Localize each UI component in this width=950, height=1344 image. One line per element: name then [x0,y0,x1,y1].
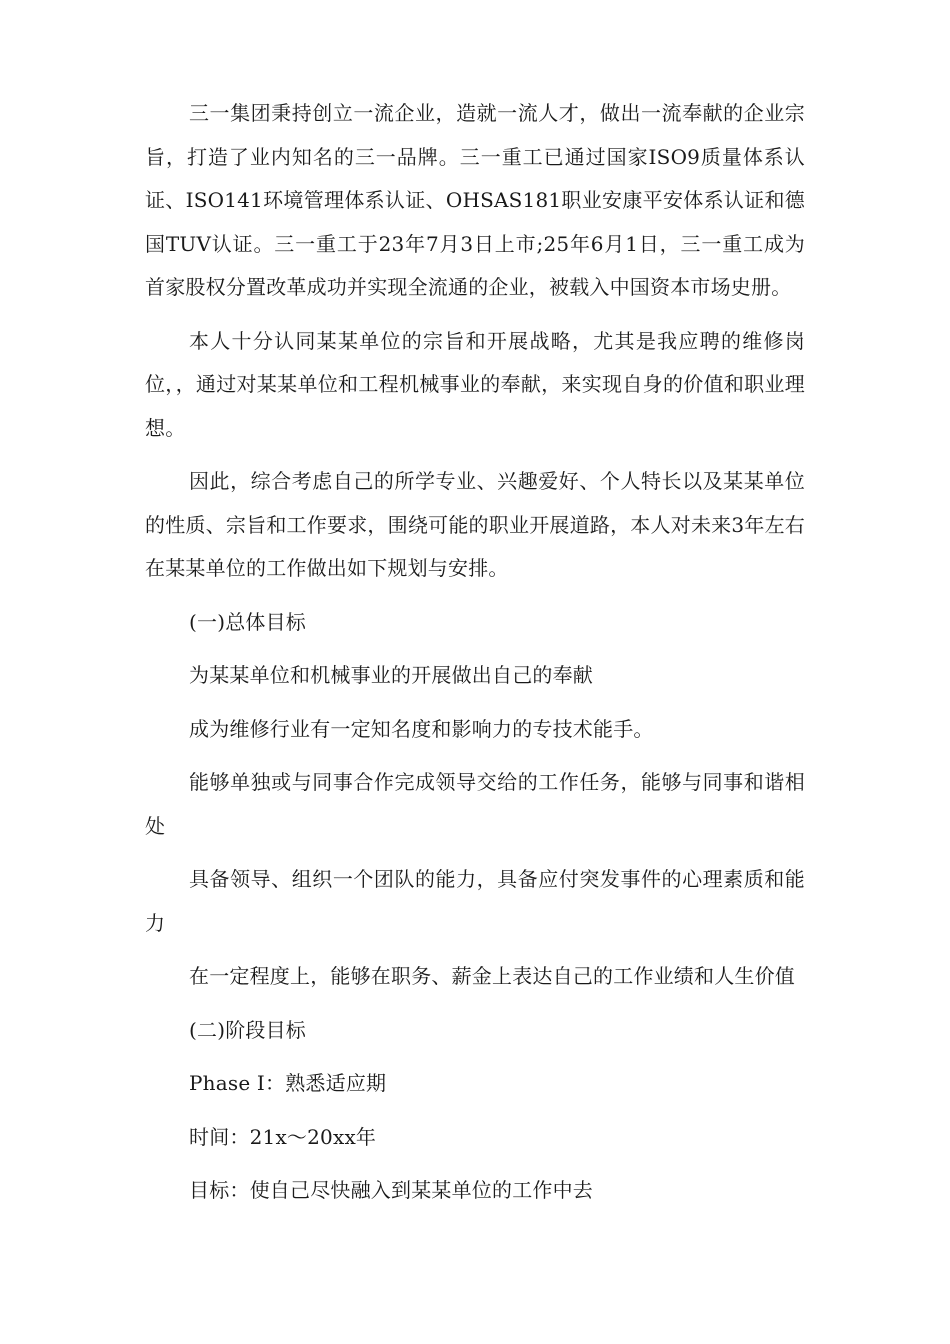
goal-item-teamwork: 能够单独或与同事合作完成领导交给的工作任务，能够与同事和谐相处 [145,770,805,838]
paragraph-personal-identification: 本人十分认同某某单位的宗旨和开展战略，尤其是我应聘的维修岗位，，通过对某某单位和工程机械事业的奉献，来实现自身的价值和职业理想。 [145,328,805,440]
paragraph-planning-intro: 因此，综合考虑自己的所学专业、兴趣爱好、个人特长以及某某单位的性质、宗旨和工作要求，围绕可能的职业开展道路，本人对未来3年左右在某某单位的工作做出如下规划与安排。 [145,469,805,580]
section-heading-stage-goals: (二)阶段目标 [189,1017,307,1042]
phase-goal: 目标：使自己尽快融入到某某单位的工作中去 [189,1178,593,1202]
phase-time: 时间：21x～20xx年 [189,1124,377,1149]
goal-item-expertise: 成为维修行业有一定知名度和影响力的专技术能手。 [189,716,654,741]
phase-title: Phase Ⅰ：熟悉适应期 [189,1071,387,1095]
goal-item-leadership: 具备领导、组织一个团队的能力，具备应付突发事件的心理素质和能力 [145,867,805,935]
goal-item-value: 在一定程度上，能够在职务、薪金上表达自己的工作业绩和人生价值 [189,964,795,988]
goal-item-contribution: 为某某单位和机械事业的开展做出自己的奉献 [189,663,593,687]
section-heading-overall-goals: (一)总体目标 [189,609,307,634]
document-page [145,92,805,1223]
paragraph-company-intro: 三一集团秉持创立一流企业，造就一流人才，做出一流奉献的企业宗旨，打造了业内知名的三一品牌。三一重工已通过国家ISO9质量体系认证、ISO141环境管理体系认证、OHSAS181职业安康平安体系认证和德国TUV认证。三一重工于23年7月3日上市;25年6月1日，三一重工成为首家股权分置改革成功并实现全流通的企业，被载入中国资本市场史册。 [145,101,805,299]
